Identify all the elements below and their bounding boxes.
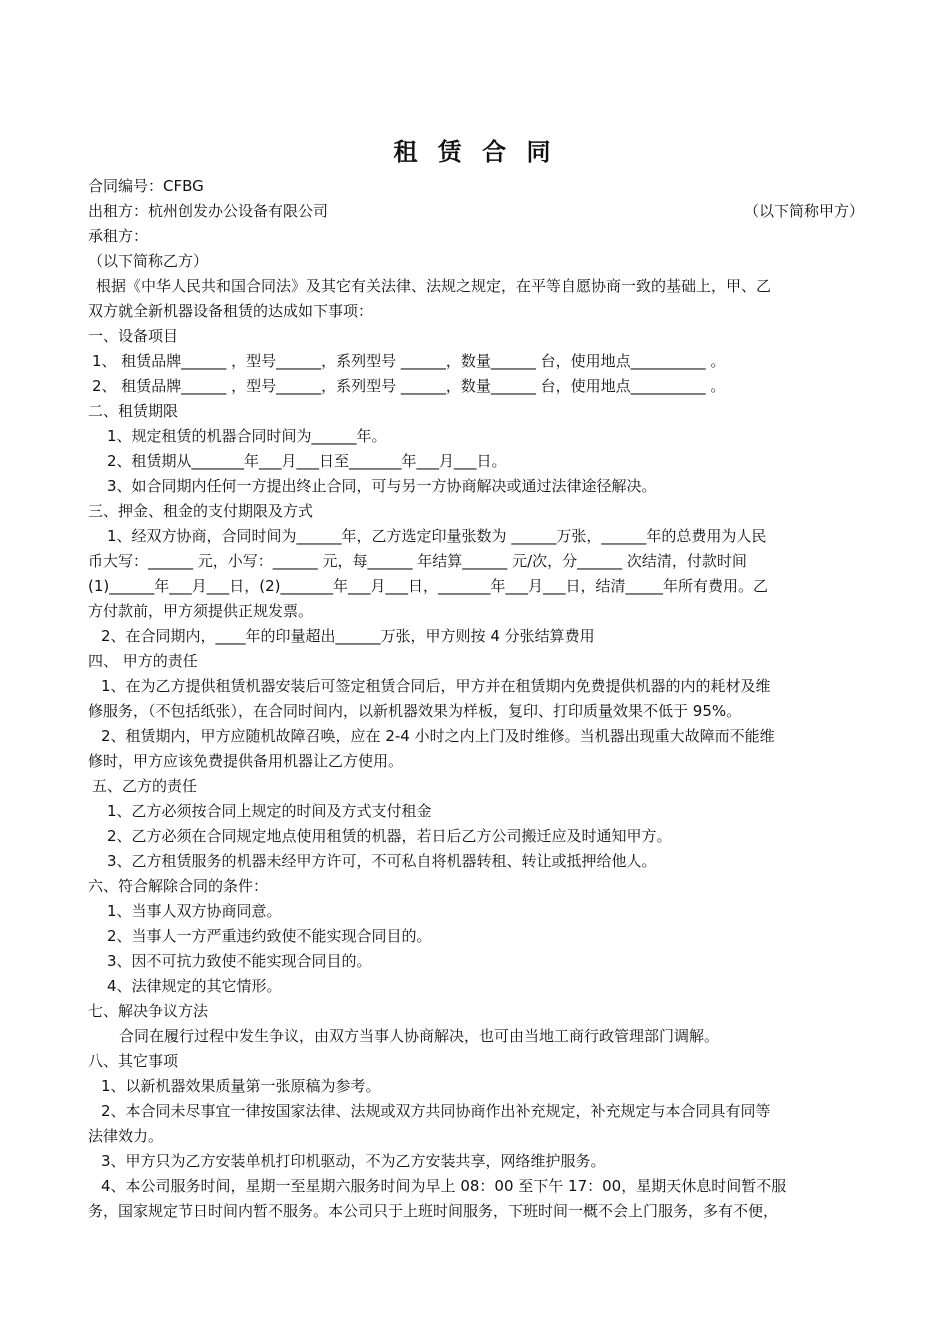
clause-continuation: (1)______年___月___日，(2)_______年___月___日，_______年___月___日，结清_____年所有费用。乙 [88,577,768,595]
clause: 2、当事人一方严重违约致使不能实现合同目的。 [107,927,432,945]
clause: 3、因不可抗力致使不能实现合同目的。 [107,952,372,970]
clause: 4、法律规定的其它情形。 [107,977,282,995]
clause: 1、经双方协商，合同时间为______年，乙方选定印量张数为 ______万张，______年的总费用为人民 [107,527,767,545]
section-heading: 七、解决争议方法 [88,1002,209,1020]
section-heading: 八、其它事项 [88,1052,179,1070]
clause: 合同在履行过程中发生争议，由双方当事人协商解决，也可由当地工商行政管理部门调解。 [119,1027,720,1045]
clause: 2、租赁期从_______年___月___日至_______年___月___日。 [107,452,507,470]
lessor-note: （以下简称甲方） [743,202,864,220]
clause: 2、 租赁品牌______ ，型号______，系列型号 ______，数量______ 台，使用地点__________ 。 [92,377,726,395]
clause: 2、乙方必须在合同规定地点使用租赁的机器，若日后乙方公司搬迁应及时通知甲方。 [107,827,672,845]
clause-continuation: 务，国家规定节日时间内暂不服务。本公司只于上班时间服务，下班时间一概不会上门服务，多有不便， [88,1202,779,1220]
clause: 1、乙方必须按合同上规定的时间及方式支付租金 [107,802,432,820]
section-heading: 三、押金、租金的支付期限及方式 [88,502,314,520]
clause: 3、乙方租赁服务的机器未经甲方许可，不可私自将机器转租、转让或抵押给他人。 [107,852,657,870]
section-heading: 五、乙方的责任 [92,777,198,795]
clause: 2、在合同期内，____年的印量超出______万张，甲方则按 4 分张结算费用 [101,627,595,645]
clause: 3、如合同期内任何一方提出终止合同，可与另一方协商解决或通过法律途径解决。 [107,477,657,495]
section-heading: 一、设备项目 [88,327,179,345]
section-heading: 二、租赁期限 [88,402,179,420]
clause: 1、在为乙方提供租赁机器安装后可签定租赁合同后，甲方并在租赁期内免费提供机器的内的耗材及维 [101,677,771,695]
intro-line-1: 根据《中华人民共和国合同法》及其它有关法律、法规之规定，在平等自愿协商一致的基础上，甲、乙 [96,277,772,295]
lessor-name: 出租方：杭州创发办公设备有限公司 [88,202,329,220]
clause-continuation: 修时，甲方应该免费提供备用机器让乙方使用。 [88,752,404,770]
intro-line-2: 双方就全新机器设备租赁的达成如下事项： [88,302,374,320]
section-heading: 四、 甲方的责任 [88,652,198,670]
clause-continuation: 修服务，（不包括纸张），在合同时间内，以新机器效果为样板，复印、打印质量效果不低于 95%。 [88,702,742,720]
lessee-note: （以下简称乙方） [88,252,209,270]
clause: 3、甲方只为乙方安装单机打印机驱动，不为乙方安装共享，网络维护服务。 [101,1152,606,1170]
clause-continuation: 方付款前，甲方须提供正规发票。 [88,602,314,620]
clause: 1、当事人双方协商同意。 [107,902,282,920]
clause-continuation: 法律效力。 [88,1127,164,1145]
clause: 2、租赁期内，甲方应随机故障召唤，应在 2-4 小时之内上门及时维修。当机器出现重大故障而不能维 [101,727,775,745]
contract-number: 合同编号：CFBG [88,177,204,195]
clause: 1、 租赁品牌______ ，型号______，系列型号 ______，数量______ 台，使用地点__________ 。 [92,352,726,370]
clause: 2、本合同未尽事宜一律按国家法律、法规或双方共同协商作出补充规定，补充规定与本合同具有同等 [101,1102,771,1120]
section-heading: 六、符合解除合同的条件： [88,877,269,895]
clause-continuation: 币大写：______ 元，小写：______ 元，每______ 年结算______ 元/次，分______ 次结清，付款时间 [88,552,747,570]
lessor-line [88,199,864,223]
clause: 1、以新机器效果质量第一张原稿为参考。 [101,1077,381,1095]
page-title: 租 赁 合 同 [393,138,557,166]
clause: 1、规定租赁的机器合同时间为______年。 [107,427,387,445]
lessee-line: 承租方： [88,227,149,245]
clause: 4、本公司服务时间，星期一至星期六服务时间为早上 08：00 至下午 17：00，星期天休息时间暂不服 [101,1177,787,1195]
